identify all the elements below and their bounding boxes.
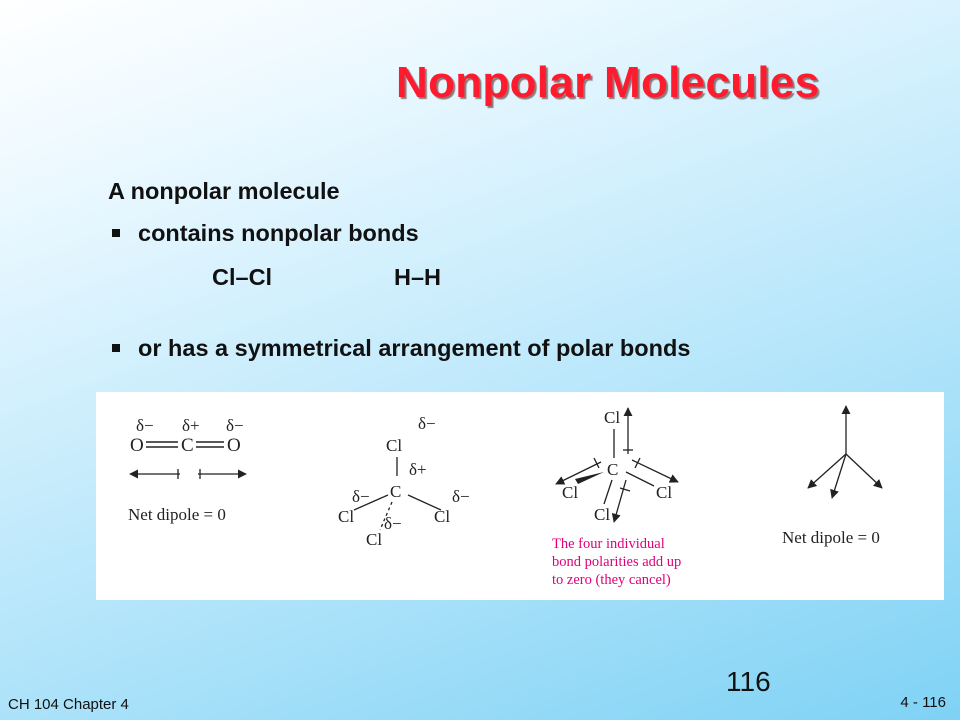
intro-text: A nonpolar molecule xyxy=(108,178,340,204)
co2-charge-o2: δ− xyxy=(226,416,244,435)
ccl4-bottom-charge: δ− xyxy=(384,514,402,533)
co2-atom-o2: O xyxy=(227,435,241,456)
vector-right-arrow xyxy=(846,454,882,488)
molecule-figure-svg xyxy=(96,392,944,600)
co2-panel xyxy=(128,416,246,524)
page-number: 116 xyxy=(726,666,771,697)
ccl4-top-cl: Cl xyxy=(386,436,403,455)
slide-title: Nonpolar Molecules xyxy=(396,58,820,107)
footer-page-label: 4 - 116 xyxy=(900,694,946,711)
bullet-nonpolar-bonds: contains nonpolar bonds xyxy=(138,220,419,246)
cancel-note-line-3: to zero (they cancel) xyxy=(552,572,671,588)
bullet-marker-2 xyxy=(112,344,120,352)
vector-net-dipole-caption: Net dipole = 0 xyxy=(782,528,880,547)
ccl4-right-charge: δ− xyxy=(452,487,470,506)
ccl4-bottom-cl: Cl xyxy=(366,530,383,549)
co2-atom-o1: O xyxy=(130,435,144,456)
ccl4d-left-cl: Cl xyxy=(562,483,579,502)
ccl4d-carbon: C xyxy=(607,460,619,479)
ccl4d-bottom-cl: Cl xyxy=(594,505,611,524)
ccl4-left-cl: Cl xyxy=(338,507,355,526)
footer-course: CH 104 Chapter 4 xyxy=(8,696,129,713)
molecule-figure xyxy=(96,392,944,600)
vector-sum-panel xyxy=(782,406,882,547)
co2-atom-c: C xyxy=(181,435,194,456)
co2-charge-c: δ+ xyxy=(182,416,200,435)
ccl4d-top-cl: Cl xyxy=(604,408,621,427)
ccl4-right-cl: Cl xyxy=(434,507,451,526)
example-h-h: H–H xyxy=(394,264,442,290)
bullet-symmetrical: or has a symmetrical arrangement of polar bonds xyxy=(138,335,691,361)
ccl4-carbon: C xyxy=(390,482,402,501)
co2-charge-o1: δ− xyxy=(136,416,154,435)
ccl4d-down-arrow xyxy=(614,480,626,522)
ccl4-left-charge: δ− xyxy=(352,487,370,506)
example-cl-cl: Cl–Cl xyxy=(212,264,273,290)
ccl4d-right-cl: Cl xyxy=(656,483,673,502)
cancel-note-line-1: The four individual xyxy=(552,536,665,552)
bullet-marker-1 xyxy=(112,229,120,237)
cancel-note-line-2: bond polarities add up xyxy=(552,554,682,570)
ccl4-top-charge: δ− xyxy=(418,414,436,433)
co2-net-dipole-caption: Net dipole = 0 xyxy=(128,505,226,524)
ccl4-carbon-charge: δ+ xyxy=(409,460,427,479)
ccl4-dipole-panel xyxy=(552,408,681,588)
ccl4-wedge-panel xyxy=(338,414,470,549)
